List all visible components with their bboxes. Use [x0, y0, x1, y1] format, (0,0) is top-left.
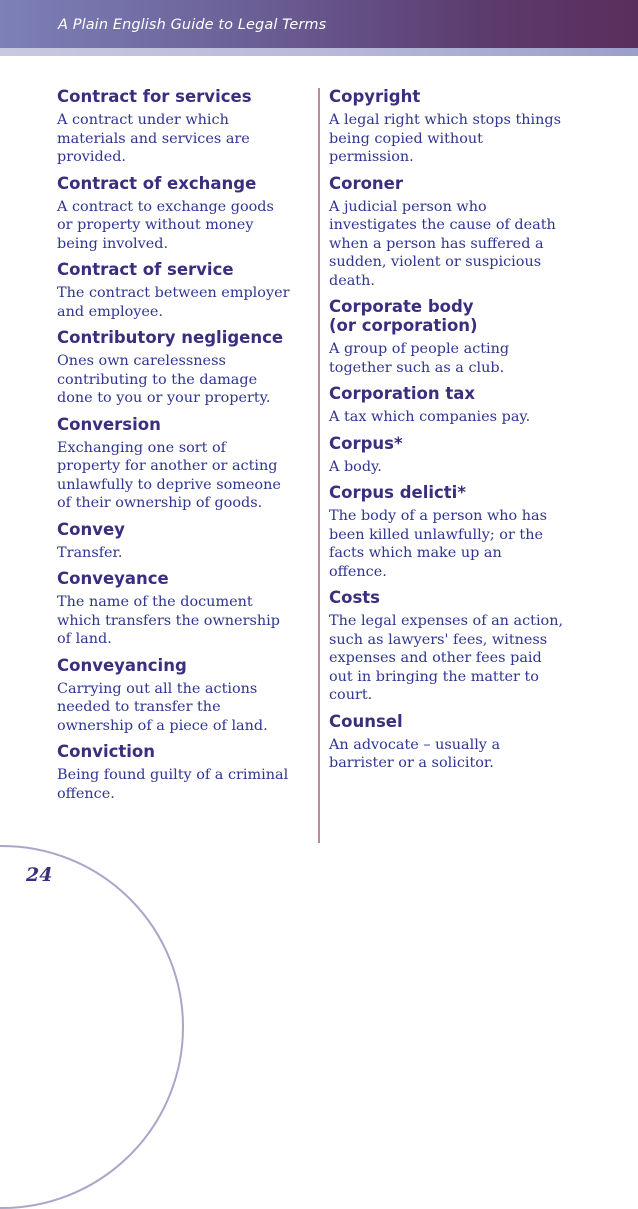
glossary-entry [329, 297, 599, 377]
term-title: Conveyancing [57, 655, 187, 675]
term-definition: A group of people acting together such as a club. [329, 341, 510, 376]
term-title: Contract of service [57, 260, 234, 279]
term-title: Contributory negligence [57, 328, 284, 347]
term-title: Contract for services [57, 87, 252, 106]
term-title: Convey [57, 519, 125, 539]
glossary-entry [329, 174, 599, 291]
glossary-entry [57, 415, 307, 513]
term-title: Coroner [329, 173, 403, 193]
glossary-entry [57, 520, 307, 563]
header-accent-strip [0, 48, 638, 56]
term-title: Conveyance [57, 569, 169, 588]
glossary-entry [57, 174, 307, 254]
term-definition: Exchanging one sort of property for another or acting unlawfully to deprive someone of their ownership of goods. [57, 439, 281, 511]
left-column [57, 87, 307, 810]
term-definition: Carrying out all the actions needed to transfer the ownership of a piece of land. [57, 680, 268, 734]
term-definition: A judicial person who investigates the cause of death when a person has suffered a sudden, violent or suspicious death. [329, 198, 556, 289]
page-corner-arc [0, 845, 184, 1209]
term-title: Costs [329, 588, 380, 607]
term-definition: An advocate – usually a barrister or a solicitor. [329, 736, 501, 771]
term-title: Counsel [329, 711, 403, 731]
right-column [329, 87, 599, 780]
glossary-entry [329, 87, 599, 167]
term-definition: A legal right which stops things being copied without permission. [329, 112, 561, 165]
term-title: Conversion [57, 414, 161, 434]
term-title: Contract of exchange [57, 173, 257, 193]
glossary-entry [57, 260, 307, 321]
term-definition: A body. [329, 458, 382, 475]
column-divider [318, 88, 320, 843]
glossary-entry [329, 483, 599, 581]
page-number: 24 [26, 864, 53, 886]
glossary-entry [57, 328, 307, 408]
page-header-title: A Plain English Guide to Legal Terms [58, 17, 327, 33]
term-title: Copyright [329, 87, 421, 106]
term-title: Corpus* [329, 433, 403, 453]
term-definition: The contract between employer and employee. [57, 285, 290, 320]
glossary-entry [57, 656, 307, 736]
term-definition: A contract under which materials and services are provided. [57, 112, 250, 165]
term-title: Corporate body (or corporation) [329, 297, 478, 335]
term-definition: The legal expenses of an action, such as lawyers' fees, witness expenses and other fees paid out in bringing the matter to court. [329, 613, 564, 703]
glossary-entry [329, 434, 599, 477]
term-definition: The name of the document which transfers the ownership of land. [57, 594, 280, 647]
term-title: Corpus delicti* [329, 483, 466, 502]
term-definition: A tax which companies pay. [329, 409, 531, 425]
term-definition: Transfer. [57, 544, 123, 561]
glossary-entry [329, 384, 599, 427]
term-definition: Ones own carelessness contributing to the damage done to you or your property. [57, 353, 271, 406]
glossary-entry [329, 588, 599, 705]
term-title: Corporation tax [329, 384, 476, 403]
term-definition: A contract to exchange goods or property without money being involved. [57, 198, 274, 252]
term-definition: The body of a person who has been killed unlawfully; or the facts which make up an offence. [329, 508, 548, 580]
term-definition: Being found guilty of a criminal offence. [57, 767, 289, 802]
glossary-entry [57, 569, 307, 649]
term-title: Conviction [57, 742, 156, 761]
glossary-entry [57, 87, 307, 167]
glossary-entry [329, 712, 599, 773]
glossary-entry [57, 742, 307, 803]
